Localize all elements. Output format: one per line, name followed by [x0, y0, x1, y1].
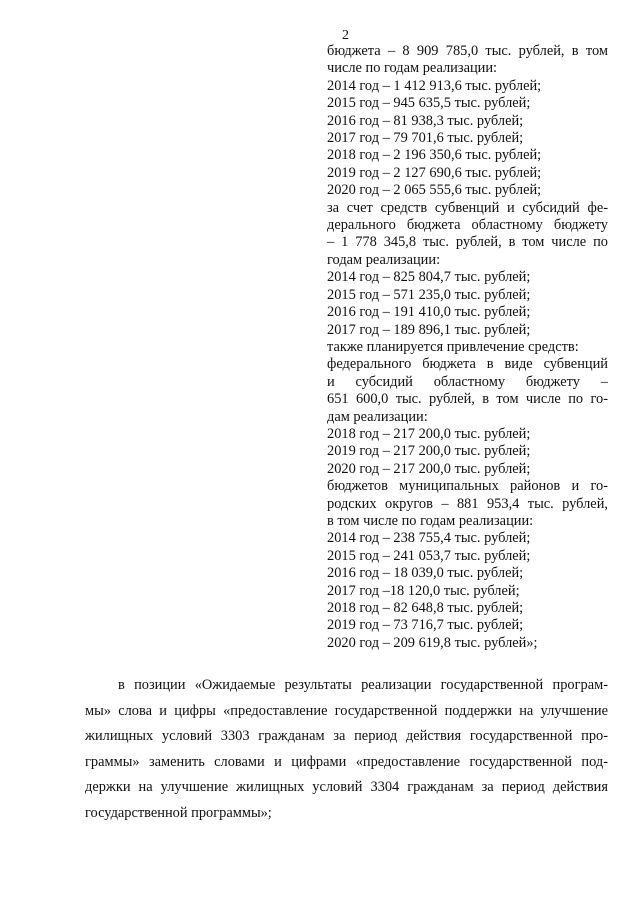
funding-column: [327, 43, 608, 652]
funding-line: в том числе по годам реализации:: [327, 512, 534, 529]
funding-line: 2014 год – 1 412 913,6 тыс. рублей;: [327, 77, 542, 94]
amendment-line: граммы» заменить словами и цифрами «предоставление государственной под-: [85, 753, 608, 770]
funding-line: – 1 778 345,8 тыс. рублей, в том числе по: [327, 234, 608, 251]
funding-line: 2016 год – 18 039,0 тыс. рублей;: [327, 565, 524, 582]
funding-line: 2019 год – 217 200,0 тыс. рублей;: [327, 443, 531, 460]
funding-line: 2020 год – 2 065 555,6 тыс. рублей;: [327, 182, 542, 199]
funding-line: 651 600,0 тыс. рублей, в том числе по го-: [327, 391, 608, 408]
amendment-paragraph: [85, 673, 608, 826]
amendment-line: жилищных условий 3303 гражданам за период действия государственной про-: [85, 728, 608, 744]
funding-line: 2019 год – 73 716,7 тыс. рублей;: [327, 617, 524, 634]
funding-line: родских округов – 881 953,4 тыс. рублей,: [327, 495, 608, 512]
funding-line: годам реализации:: [327, 251, 441, 268]
funding-line: 2015 год – 571 235,0 тыс. рублей;: [327, 286, 531, 303]
amendment-line: государственной программы»;: [85, 804, 272, 821]
funding-line: 2016 год – 81 938,3 тыс. рублей;: [327, 112, 524, 129]
funding-line: 2014 год – 238 755,4 тыс. рублей;: [327, 530, 531, 547]
funding-line: бюджета – 8 909 785,0 тыс. рублей, в том: [327, 43, 608, 59]
funding-line: 2017 год –18 120,0 тыс. рублей;: [327, 582, 520, 599]
funding-line: федерального бюджета в виде субвенций: [327, 356, 608, 373]
funding-line: за счет средств субвенций и субсидий фе-: [327, 199, 608, 216]
funding-line: и субсидий областному бюджету –: [327, 373, 608, 390]
funding-line: 2018 год – 2 196 350,6 тыс. рублей;: [327, 147, 542, 164]
amendment-line: мы» слова и цифры «предоставление государственной поддержки на улучшение: [85, 702, 608, 719]
funding-line: 2015 год – 241 053,7 тыс. рублей;: [327, 547, 531, 564]
funding-line: 2017 год – 79 701,6 тыс. рублей;: [327, 130, 524, 147]
funding-line: также планируется привлечение средств:: [327, 338, 579, 355]
funding-line: 2017 год – 189 896,1 тыс. рублей;: [327, 321, 531, 338]
funding-line: 2020 год – 209 619,8 тыс. рублей»;: [327, 634, 538, 651]
funding-line: 2014 год – 825 804,7 тыс. рублей;: [327, 269, 531, 286]
funding-line: числе по годам реализации:: [327, 60, 498, 77]
page-number: 2: [342, 28, 349, 43]
funding-line: бюджетов муниципальных районов и го-: [327, 478, 608, 495]
funding-line: дам реализации:: [327, 408, 428, 425]
amendment-line: в позиции «Ожидаемые результаты реализации государственной програм-: [118, 677, 608, 693]
funding-line: 2015 год – 945 635,5 тыс. рублей;: [327, 95, 531, 112]
funding-line: 2019 год – 2 127 690,6 тыс. рублей;: [327, 164, 542, 181]
funding-line: дерального бюджета областному бюджету: [327, 217, 608, 234]
funding-line: 2018 год – 82 648,8 тыс. рублей;: [327, 600, 524, 616]
funding-line: 2016 год – 191 410,0 тыс. рублей;: [327, 304, 531, 321]
funding-line: 2020 год – 217 200,0 тыс. рублей;: [327, 460, 531, 477]
amendment-line: держки на улучшение жилищных условий 3304 гражданам за период действия: [85, 779, 608, 795]
funding-line: 2018 год – 217 200,0 тыс. рублей;: [327, 425, 531, 442]
